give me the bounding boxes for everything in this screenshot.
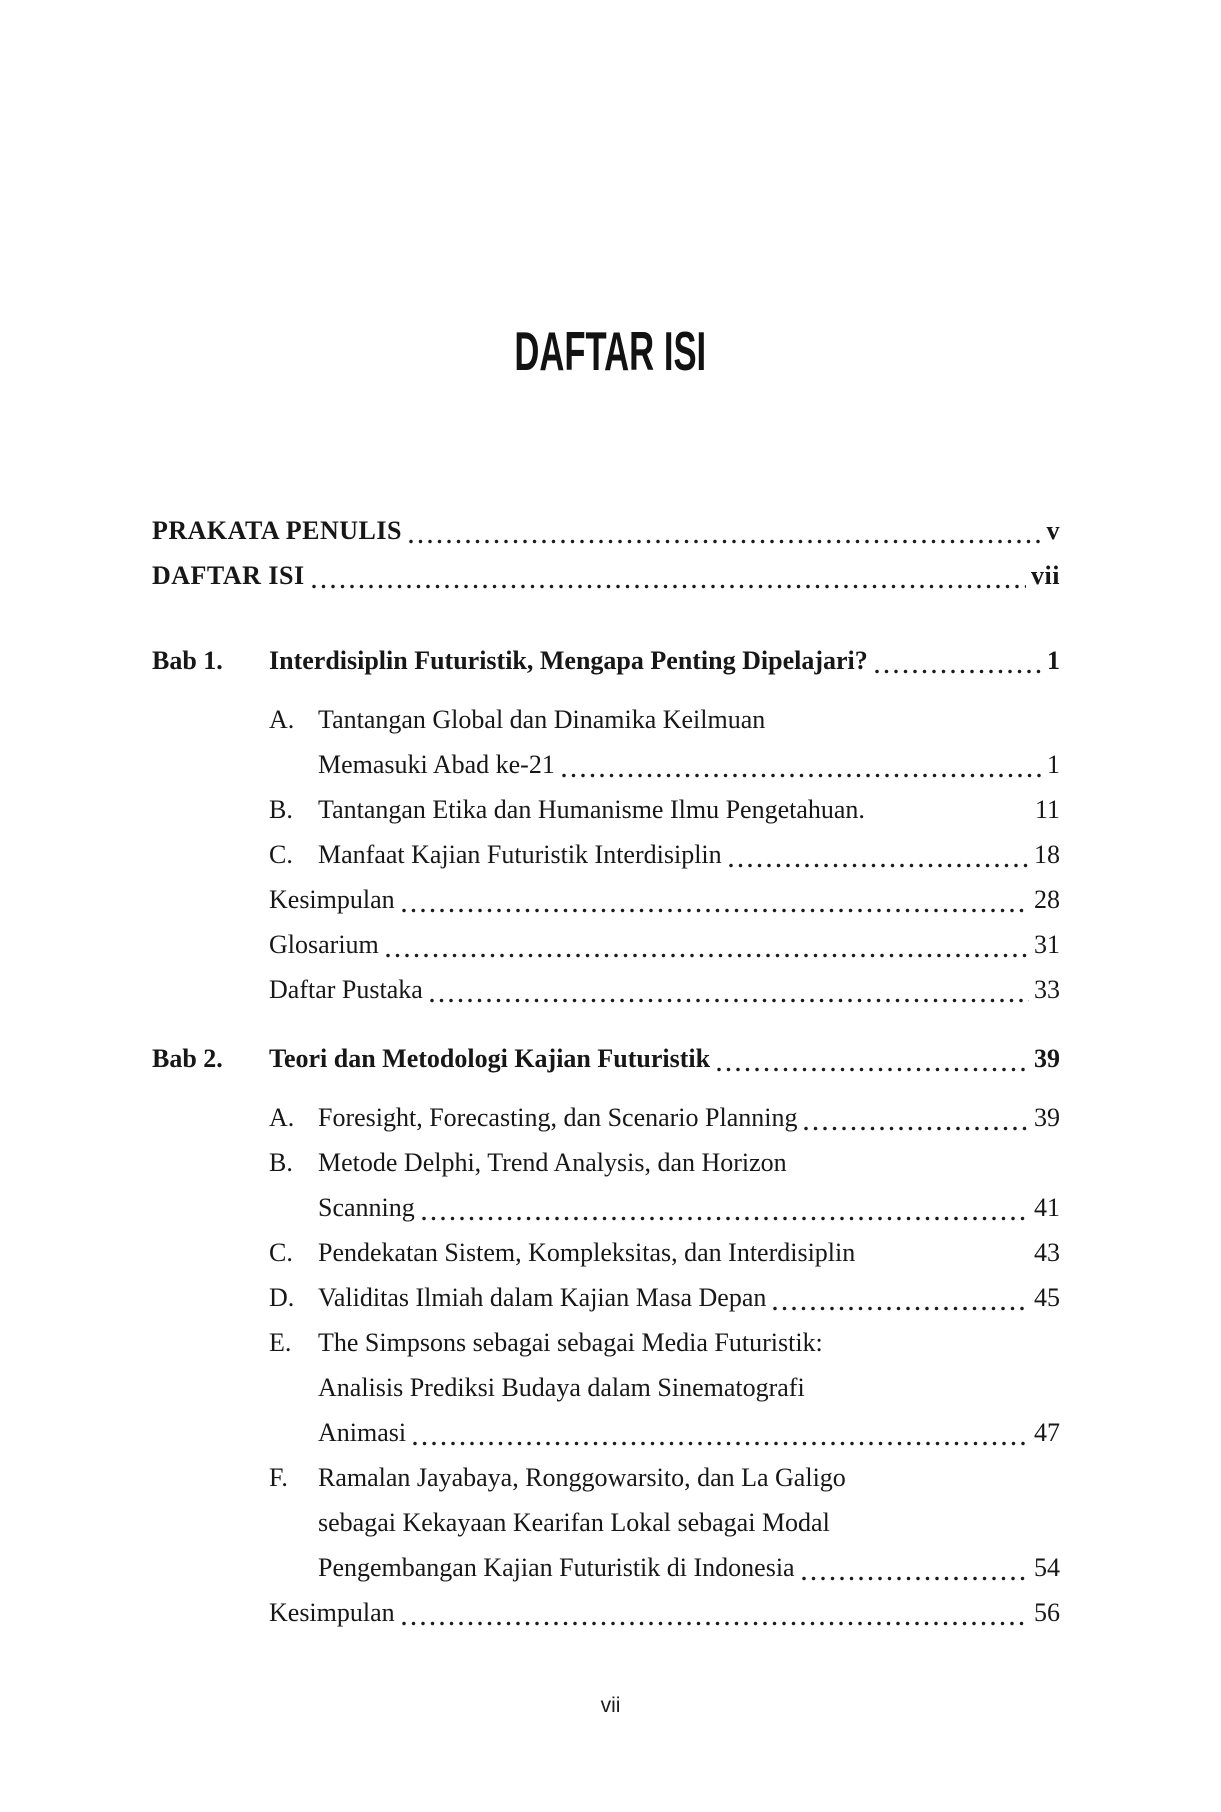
page-number: 18 (1034, 840, 1060, 869)
entry-letter: D. (269, 1283, 295, 1312)
entry-text: Scanning (318, 1193, 415, 1222)
dot-leader (558, 742, 1042, 787)
page-number (1055, 1140, 1060, 1185)
toc-entry-continuation (318, 1410, 1060, 1455)
table-of-contents (152, 508, 1060, 1635)
entry-letter: C. (269, 840, 293, 869)
toc-entry-continuation (318, 1545, 1060, 1590)
entry-text: Tantangan Etika dan Humanisme Ilmu Pengetahuan. (318, 795, 865, 824)
dot-leader (398, 1590, 1029, 1635)
footer-page-number: vii (600, 1694, 621, 1717)
dot-leader (426, 967, 1029, 1012)
page-number: 11 (1034, 795, 1060, 824)
entry-letter: E. (269, 1328, 292, 1357)
dot-leader (798, 1545, 1029, 1590)
page-number (1055, 697, 1060, 742)
page-number: 43 (1034, 1238, 1060, 1267)
page-number: 33 (1034, 975, 1060, 1004)
entry-letter: C. (269, 1238, 293, 1267)
dot-leader (849, 1455, 1055, 1500)
entry-letter: A. (269, 705, 295, 734)
dot-leader (308, 553, 1026, 598)
toc-entry-glosarium (269, 922, 1060, 967)
toc-entry (269, 787, 1060, 832)
toc-entry-kesimpulan-1 (269, 877, 1060, 922)
toc-entry-continuation (318, 1185, 1060, 1230)
page-number (1055, 1500, 1060, 1545)
page-number (1055, 1365, 1060, 1410)
toc-entry-daftar-isi (152, 553, 1060, 598)
entry-letter: F. (269, 1463, 288, 1492)
entry-text: Kesimpulan (269, 1598, 395, 1627)
dot-leader (868, 787, 1030, 832)
dot-leader (871, 638, 1042, 683)
page-number: 54 (1034, 1553, 1060, 1582)
page-title (0, 322, 1221, 395)
toc-entry (269, 1230, 1060, 1275)
dot-leader (833, 1500, 1055, 1545)
page-title-text: DAFTAR ISI (514, 320, 707, 382)
page-number: v (1046, 516, 1060, 545)
toc-entry-continuation (318, 1365, 1060, 1410)
toc-entry (269, 697, 1060, 742)
toc-entry-bab-1 (152, 638, 1060, 683)
entry-text: Kesimpulan (269, 885, 395, 914)
toc-entry-kesimpulan-2 (269, 1590, 1060, 1635)
entry-text: Ramalan Jayabaya, Ronggowarsito, dan La Galigo (318, 1463, 846, 1492)
entry-text: Animasi (318, 1418, 407, 1447)
page-number: 28 (1034, 885, 1060, 914)
entry-text: Validitas Ilmiah dalam Kajian Masa Depan (318, 1283, 767, 1312)
toc-entry (269, 1140, 1060, 1185)
entry-text: Analisis Prediksi Budaya dalam Sinematografi (318, 1373, 805, 1402)
entry-text: PRAKATA PENULIS (152, 516, 402, 545)
page-number: 39 (1034, 1103, 1060, 1132)
page-number: 41 (1034, 1193, 1060, 1222)
dot-leader (398, 877, 1029, 922)
entry-text: Memasuki Abad ke-21 (318, 750, 555, 779)
entry-text: Daftar Pustaka (269, 975, 423, 1004)
page-number: 56 (1034, 1598, 1060, 1627)
toc-entry (269, 1455, 1060, 1500)
toc-entry (269, 1275, 1060, 1320)
entry-text: The Simpsons sebagai sebagai Media Futuristik: (318, 1328, 823, 1357)
dot-leader (405, 508, 1042, 553)
entry-text: Tantangan Global dan Dinamika Keilmuan (318, 705, 766, 734)
entry-text: Manfaat Kajian Futuristik Interdisiplin (318, 840, 722, 869)
dot-leader (409, 1410, 1029, 1455)
dot-leader (418, 1185, 1029, 1230)
entry-letter: A. (269, 1103, 295, 1132)
page-number: vii (1031, 561, 1060, 590)
entry-letter: B. (269, 1148, 293, 1177)
dot-leader (826, 1320, 1055, 1365)
chapter-label: Bab 1. (152, 646, 223, 675)
toc-entry-continuation (318, 1500, 1060, 1545)
toc-entry (269, 1320, 1060, 1365)
page-number (1055, 1455, 1060, 1500)
entry-text: Pendekatan Sistem, Kompleksitas, dan Interdisiplin (318, 1238, 856, 1267)
page-number: 39 (1034, 1044, 1060, 1073)
page-number: 1 (1047, 646, 1060, 675)
entry-text: Teori dan Metodologi Kajian Futuristik (269, 1044, 711, 1073)
toc-entry-daftar-pustaka (269, 967, 1060, 1012)
entry-text: sebagai Kekayaan Kearifan Lokal sebagai Modal (318, 1508, 830, 1537)
entry-text: Glosarium (269, 930, 379, 959)
toc-entry-prakata (152, 508, 1060, 553)
chapter-label: Bab 2. (152, 1044, 223, 1073)
dot-leader (769, 1275, 1029, 1320)
dot-leader (382, 922, 1029, 967)
page-number: 45 (1034, 1283, 1060, 1312)
dot-leader (858, 1230, 1029, 1275)
entry-text: DAFTAR ISI (152, 561, 305, 590)
page-number (1055, 1320, 1060, 1365)
page-number: 47 (1034, 1418, 1060, 1447)
toc-entry (269, 1095, 1060, 1140)
entry-text: Metode Delphi, Trend Analysis, dan Horizon (318, 1148, 787, 1177)
toc-entry-continuation (318, 742, 1060, 787)
dot-leader (790, 1140, 1055, 1185)
dot-leader (800, 1095, 1029, 1140)
entry-text: Interdisiplin Futuristik, Mengapa Penting Dipelajari? (269, 646, 868, 675)
page-number: 31 (1034, 930, 1060, 959)
dot-leader (713, 1036, 1029, 1081)
entry-text: Pengembangan Kajian Futuristik di Indonesia (318, 1553, 795, 1582)
entry-letter: B. (269, 795, 293, 824)
toc-entry (269, 832, 1060, 877)
page-number: 1 (1047, 750, 1060, 779)
dot-leader (808, 1365, 1055, 1410)
toc-entry-bab-2 (152, 1036, 1060, 1081)
dot-leader (768, 697, 1055, 742)
dot-leader (725, 832, 1029, 877)
entry-text: Foresight, Forecasting, dan Scenario Planning (318, 1103, 798, 1132)
